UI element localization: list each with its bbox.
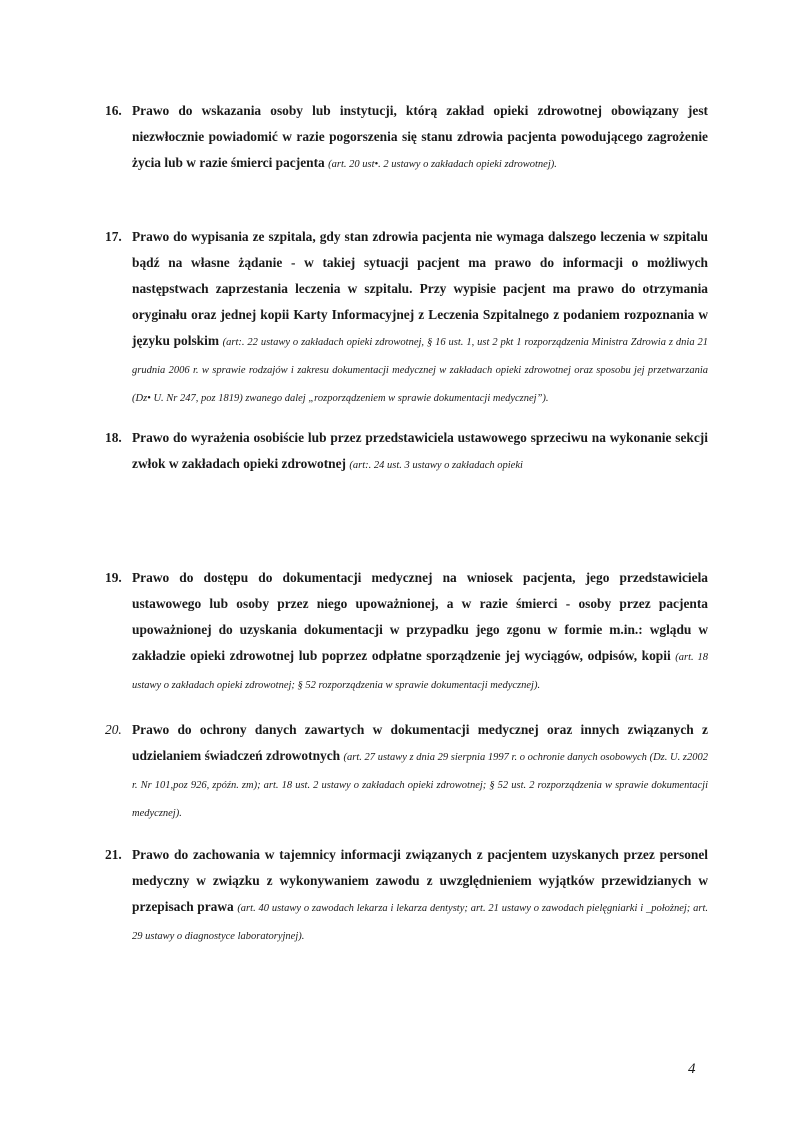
list-item-20 [105, 717, 708, 827]
item-paragraph [132, 425, 708, 479]
item-legal-reference: (art:. 22 ustawy o zakładach opieki zdrowotnej, § 16 ust. 1, ust 2 pkt 1 rozporządzenia Ministra Zdrowia z dnia 21 grudnia 2006 r. w sprawie rodzajów i zakresu dokumentacji medycznej w zakładach opieki zdrowotnej oraz sposobu jej przetwarzania (Dz• U. Nr 247, poz 1819) zwanego dalej „rozporządzeniem w sprawie dokumentacji medycznej”). [132, 337, 708, 404]
item-legal-reference: (art. 27 ustawy z dnia 29 sierpnia 1997 r. o ochronie danych osobowych (Dz. U. z2002 r. Nr 101,poz 926, zpóźn. zm); art. 18 ust. 2 ustawy o zakładach opieki zdrowotnej; § 52 ust. 2 rozporządzenia w sprawie dokumentacji medycznej). [132, 752, 708, 819]
item-legal-reference: (art:. 24 ust. 3 ustawy o zakładach opieki [349, 460, 523, 471]
item-paragraph [132, 842, 708, 950]
list-item-21 [105, 842, 708, 952]
page-number: 4 [688, 1061, 696, 1077]
item-text: Prawo do wypisania ze szpitala, gdy stan zdrowia pacjenta nie wymaga dalszego leczenia w szpitalu bądź na własne żądanie - w takiej sytuacji pacjent ma prawo do informacji o możliwych następstwach zaprzestania leczenia w szpitalu. Przy wypisie pacjent ma prawo do otrzymania oryginału oraz jednej kopii Karty Informacyjnej z Leczenia Szpitalnego z podaniem rozpoznania w języku polskim [132, 229, 708, 348]
item-number: 21. [105, 847, 122, 862]
item-text: Prawo do zachowania w tajemnicy informacji związanych z pacjentem uzyskanych przez personel medyczny w związku z wykonywaniem zawodu z uwzględnieniem wyjątków przewidzianych w przepisach prawa [132, 847, 708, 914]
list-item-19 [105, 565, 708, 700]
item-text: Prawo do ochrony danych zawartych w dokumentacji medycznej oraz innych związanych z udzielaniem świadczeń zdrowotnych [132, 722, 708, 763]
item-text: Prawo do dostępu do dokumentacji medycznej na wniosek pacjenta, jego przedstawiciela ustawowego lub osoby przez niego upoważnionej, a w razie śmierci - osoby przez pacjenta upoważnionej do uzyskania dokumentacji w przypadku jego zgonu w formie m.in.: wglądu w zakładzie opieki zdrowotnej lub poprzez odpłatne sporządzenie jej wyciągów, odpisów, kopii [132, 570, 708, 663]
item-number: 17. [105, 229, 122, 244]
item-number: 18. [105, 430, 122, 445]
item-text: Prawo do wskazania osoby lub instytucji, którą zakład opieki zdrowotnej obowiązany jest niezwłocznie powiadomić w razie pogorszenia się stanu zdrowia pacjenta powodującego zagrożenie życia lub w razie śmierci pacjenta [132, 103, 708, 170]
list-item-18 [105, 425, 708, 481]
item-paragraph [132, 717, 708, 827]
item-number: 16. [105, 103, 122, 118]
list-item-17 [105, 224, 708, 414]
item-legal-reference: (art. 20 ust•. 2 ustawy o zakładach opieki zdrowotnej). [328, 159, 557, 170]
item-paragraph [132, 224, 708, 412]
item-paragraph [132, 98, 708, 178]
item-legal-reference: (art. 40 ustawy o zawodach lekarza i lekarza dentysty; art. 21 ustawy o zawodach pielęgniarki i _położnej; art. 29 ustawy o diagnostyce laboratoryjnej). [132, 903, 708, 942]
list-item-16 [105, 98, 708, 178]
item-number: 19. [105, 570, 122, 585]
item-number: 20. [105, 722, 122, 737]
item-legal-reference: (art. 18 ustawy o zakładach opieki zdrowotnej; § 52 rozporządzenia w sprawie dokumentacji medycznej). [132, 652, 709, 691]
item-paragraph [132, 565, 708, 699]
item-text: Prawo do wyrażenia osobiście lub przez przedstawiciela ustawowego sprzeciwu na wykonanie sekcji zwłok w zakładach opieki zdrowotnej [132, 430, 708, 471]
